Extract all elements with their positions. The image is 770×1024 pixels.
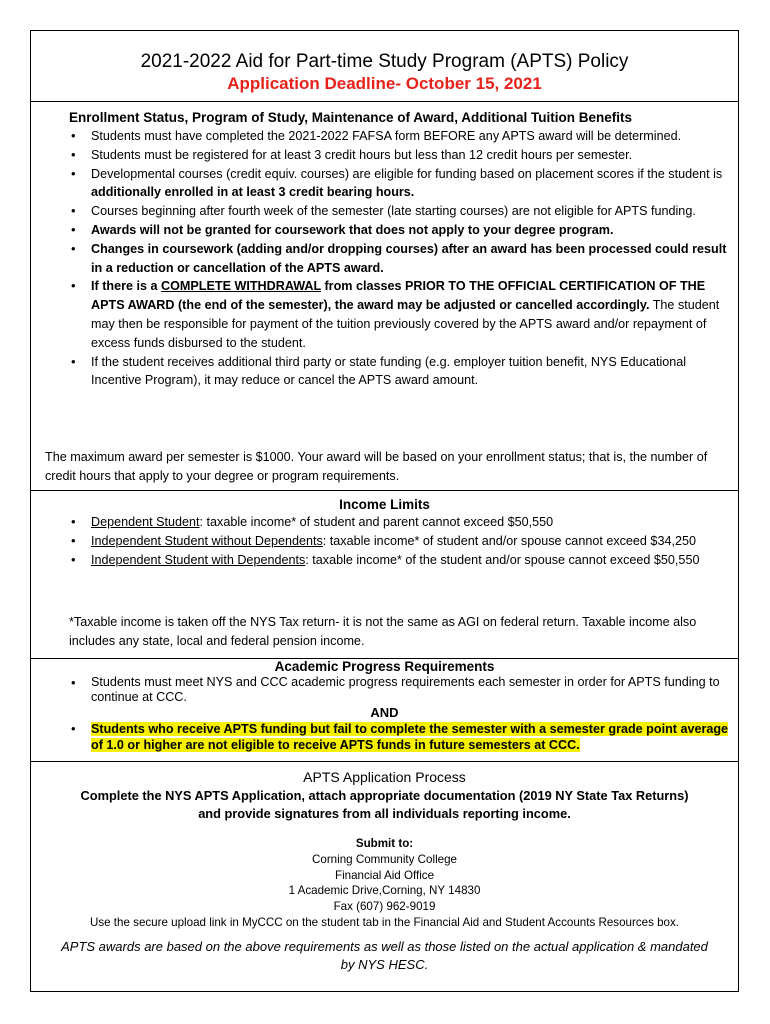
section-divider — [31, 490, 738, 491]
academic-progress-heading: Academic Progress Requirements — [274, 659, 495, 674]
submit-label: Submit to: — [355, 837, 414, 850]
submission-address — [31, 836, 738, 931]
policy-document-frame — [30, 30, 739, 992]
enrollment-heading: Enrollment Status, Program of Study, Maintenance of Award, Additional Tuition Benefits — [69, 110, 633, 125]
academic-progress-list — [69, 675, 731, 705]
list-item: • If there is a COMPLETE WITHDRAWAL from classes PRIOR TO THE OFFICIAL CERTIFICATION OF THE APTS AWARD (the end of the semester), the award may be adjusted or cancelled accordingly. The student may then be responsible for payment of the tuition previously covered by the APTS award and/or repayment of excess funds disbursed to the student. — [69, 277, 731, 352]
list-item: • Students who receive APTS funding but fail to complete the semester with a semester grade point average of 1.0 or higher are not eligible to receive APTS funds in future semesters at CCC. — [69, 721, 731, 753]
section-divider — [31, 761, 738, 762]
list-item: • Independent Student with Dependents: taxable income* of the student and/or spouse cannot exceed $50,550 — [69, 551, 731, 570]
college-name: Corning Community College — [312, 852, 457, 866]
list-item: • Courses beginning after fourth week of the semester (late starting courses) are not eligible for APTS funding. — [69, 202, 731, 221]
academic-progress-list-2 — [69, 721, 731, 753]
application-process-heading: APTS Application Process — [303, 769, 466, 785]
list-item: • Dependent Student: taxable income* of student and parent cannot exceed $50,550 — [69, 513, 731, 532]
fax-number: Fax (607) 962-9019 — [333, 900, 436, 914]
list-item: • Changes in coursework (adding and/or dropping courses) after an award has been processed could result in a reduction or cancellation of the APTS award. — [69, 240, 731, 278]
application-instructions: Complete the NYS APTS Application, attach appropriate documentation (2019 NY State Tax Returns) and provide signatures from all individuals reporting income. — [80, 788, 689, 821]
list-item: • Students must meet NYS and CCC academic progress requirements each semester in order for APTS funding to continue at CCC. — [69, 675, 731, 705]
and-label: AND — [370, 705, 399, 720]
document-title: 2021-2022 Aid for Part-time Study Program (APTS) Policy — [140, 51, 629, 72]
list-item: • Students must have completed the 2021-2022 FAFSA form BEFORE any APTS award will be determined. — [69, 127, 731, 146]
office-name: Financial Aid Office — [334, 868, 435, 882]
income-limits-heading: Income Limits — [339, 497, 430, 512]
list-item: • Independent Student without Dependents: taxable income* of student and/or spouse cannot exceed $34,250 — [69, 532, 731, 551]
taxable-income-note: *Taxable income is taken off the NYS Tax return- it is not the same as AGI on federal return. Taxable income also includes any state, local and federal pension income. — [69, 615, 697, 648]
list-item: • Awards will not be granted for coursework that does not apply to your degree program. — [69, 221, 731, 240]
upload-note: Use the secure upload link in MyCCC on the student tab in the Financial Aid and Student Accounts Resources box. — [89, 915, 680, 929]
list-item: • Students must be registered for at least 3 credit hours but less than 12 credit hours per semester. — [69, 146, 731, 165]
max-award-paragraph: The maximum award per semester is $1000. Your award will be based on your enrollment status; that is, the number of credit hours that apply to your degree or program requirements. — [45, 450, 708, 483]
closing-statement: APTS awards are based on the above requirements as well as those listed on the actual application & mandated by NYS HESC. — [61, 939, 708, 972]
street-address: 1 Academic Drive,Corning, NY 14830 — [288, 884, 481, 898]
list-item: • Developmental courses (credit equiv. courses) are eligible for funding based on placement scores if the student is additionally enrolled in at least 3 credit bearing hours. — [69, 165, 731, 203]
list-item: • If the student receives additional third party or state funding (e.g. employer tuition benefit, NYS Educational Incentive Program), it may reduce or cancel the APTS award amount. — [69, 353, 731, 391]
enrollment-bullet-list — [69, 127, 731, 390]
section-divider — [31, 101, 738, 102]
application-deadline: Application Deadline- October 15, 2021 — [227, 74, 542, 93]
income-limits-list — [69, 513, 731, 569]
